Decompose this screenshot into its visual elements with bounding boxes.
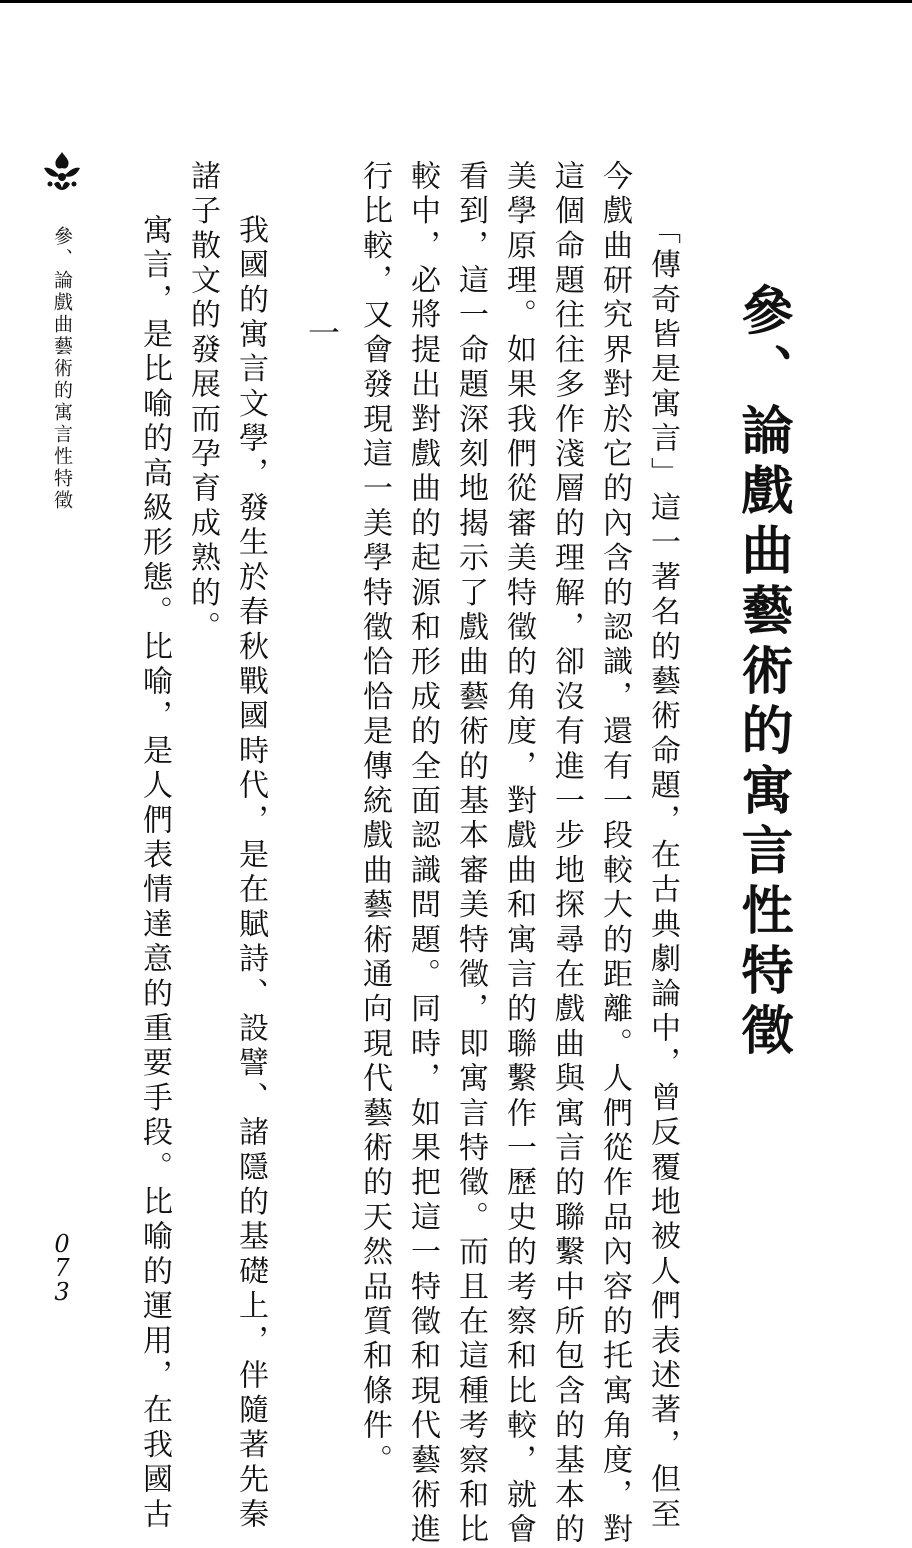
- text-column-8: 我國的寓言文學，發生於春秋戰國時代，是在賦詩、設譬、諸隱的基礎上，伴隨著先秦: [233, 214, 268, 1533]
- text-column-1: 「傳奇皆是寓言」這一著名的藝術命題，在古典劇論中，曾反覆地被人們表述著，但至: [645, 214, 680, 1533]
- section-number: 一: [303, 316, 341, 353]
- running-head: 參、論戲曲藝術的寓言性特徵: [51, 226, 73, 512]
- text-column-3: 這個命題往往多作淺層的理解，卻沒有進一步地探尋在戲曲與寓言的聯繫中所包含的基本的: [549, 160, 584, 1548]
- text-column-4: 美學原理。如果我們從審美特徵的角度，對戲曲和寓言的聯繫作一歷史的考察和比較，就會: [501, 160, 536, 1548]
- text-column-7: 行比較，又會發現這一美學特徵恰恰是傳統戲曲藝術通向現代藝術的天然品質和條件。: [357, 160, 392, 1479]
- text-column-2: 今戲曲研究界對於它的內含的認識，還有一段較大的距離。人們從作品內容的托寓角度，對: [597, 160, 632, 1548]
- text-column-9: 諸子散文的發展而孕育成熟的。: [185, 160, 220, 646]
- page-number: 073: [54, 1230, 70, 1306]
- text-column-6: 較中，必將提出對戲曲的起源和形成的全面認識問題。同時，如果把這一特徵和現代藝術進: [405, 160, 440, 1548]
- text-column-10: 寓言，是比喻的高級形態。比喻，是人們表情達意的重要手段。比喻的運用，在我國古: [137, 214, 172, 1533]
- chapter-title: 參、論戲曲藝術的寓言性特徵: [732, 283, 793, 1063]
- text-column-5: 看到，這一命題深刻地揭示了戲曲藝術的基本審美特徵，即寓言特徵。而且在這種考察和比: [453, 160, 488, 1548]
- fleuron-icon: [40, 150, 84, 196]
- top-border: [0, 0, 912, 3]
